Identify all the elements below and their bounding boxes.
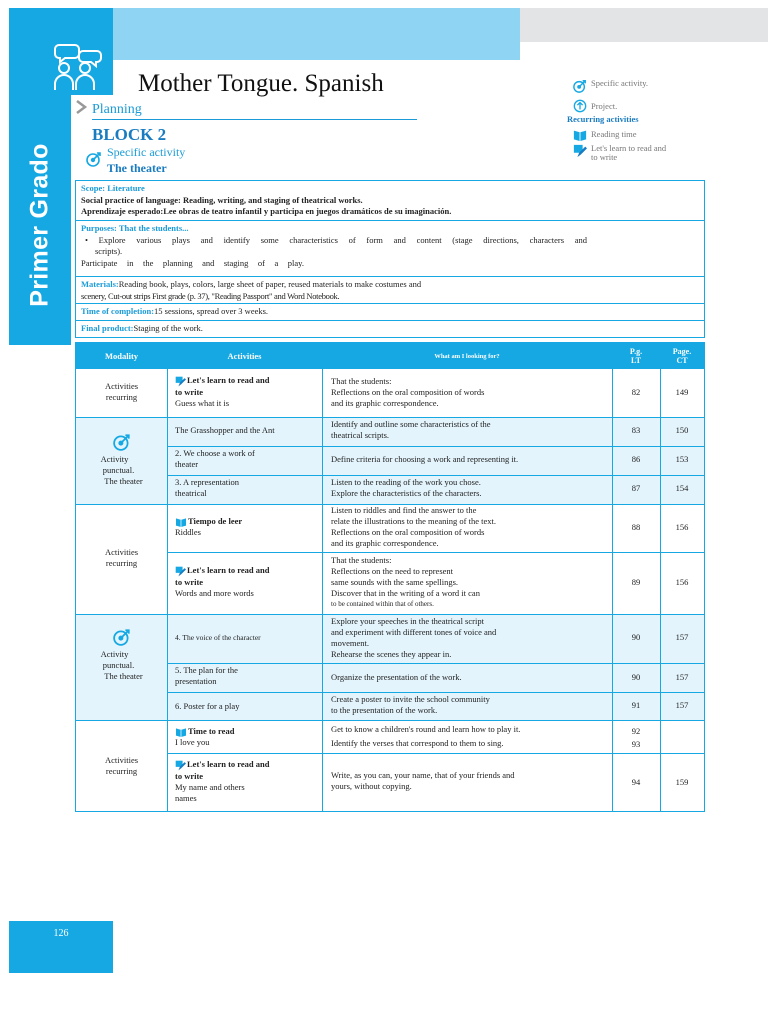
legend-recurring-title: Recurring activities: [567, 114, 639, 124]
activity-text: theatrical: [175, 488, 207, 498]
header-page-1: Page.: [672, 347, 692, 356]
row-divider: [76, 614, 704, 615]
pg-lt: 89: [631, 577, 641, 587]
activity-text: Words and more words: [175, 587, 254, 598]
page-ct: 159: [675, 777, 689, 787]
looking-for-cell: [331, 616, 496, 660]
activity-text: 2. We choose a work of: [175, 448, 255, 458]
planning-table: [75, 342, 705, 812]
row-divider: [76, 720, 704, 721]
activity-text: to write: [175, 576, 204, 587]
specific-activity-label: Specific activity: [107, 145, 186, 159]
looking-text: Explore the characteristics of the characters.: [331, 488, 482, 498]
time-label: Time of completion:: [81, 306, 155, 316]
pg-lt: 90: [631, 672, 641, 682]
looking-text: Create a poster to invite the school community: [331, 694, 490, 704]
page-ct: 157: [675, 632, 689, 642]
looking-text: to be contained within that of others.: [331, 600, 434, 608]
modality-punctual: [76, 433, 167, 487]
activity-text: Let's learn to read and: [187, 759, 270, 769]
looking-text: yours, without copying.: [331, 781, 412, 791]
activity-text: The Grasshopper and the Ant: [175, 425, 275, 435]
activity-text: to write: [175, 770, 204, 781]
materials-section: [76, 277, 704, 304]
looking-text: Rehearse the scenes they appear in.: [331, 649, 452, 659]
pencil-paper-icon: [175, 760, 186, 771]
looking-text: Listen to riddles and find the answer to the: [331, 505, 477, 515]
looking-for-cell: [331, 694, 490, 716]
looking-text: Identify and outline some characteristics of the: [331, 419, 491, 429]
table-row: [175, 759, 269, 804]
looking-text: Define criteria for choosing a work and representing it.: [331, 454, 519, 464]
social-practice: Social practice of language: Reading, writing, and staging of theatrical works.: [81, 194, 363, 205]
activity-text: 6. Poster for a play: [175, 701, 240, 711]
target-icon: [573, 79, 587, 93]
looking-text: That the students:: [331, 376, 392, 386]
header-pg-2: LT: [631, 356, 641, 365]
modality-text: punctual.: [102, 660, 135, 670]
row-divider: [167, 552, 704, 553]
pg-lt: 87: [631, 483, 641, 493]
modality-text: recurring: [105, 392, 138, 402]
activity-name: The theater: [107, 161, 167, 175]
looking-text: Organize the presentation of the work.: [331, 672, 462, 682]
page-ct: 157: [675, 672, 689, 682]
table-row: [175, 516, 242, 538]
looking-for-cell: [331, 505, 496, 549]
materials-line-1: Reading book, plays, colors, large sheet of paper, reused materials to make costumes and: [118, 279, 422, 289]
scope-section: [76, 181, 704, 221]
col-divider: [322, 369, 323, 811]
header-modality: Modality: [104, 350, 139, 361]
header-page-2: CT: [676, 356, 688, 365]
page-ct: 156: [675, 577, 689, 587]
materials-label: Materials:: [81, 279, 119, 289]
page-ct: 157: [675, 700, 689, 710]
page-number: 126: [53, 928, 69, 939]
modality-text: Activity: [100, 649, 129, 659]
purposes-label: Purposes: That the students...: [81, 223, 189, 233]
target-icon: [113, 433, 131, 451]
looking-text: Reflections on the oral composition of words: [331, 527, 485, 537]
activity-text: presentation: [175, 676, 217, 686]
purpose-1-line-1: Explore various plays and identify some characteristics of form and content (stage directions, characters and: [98, 234, 587, 245]
materials-line-2: scenery, Cut-out strips First grade (p. 37), "Reading Passport" and Word Notebook.: [81, 290, 340, 301]
looking-text: Reflections on the oral composition of words: [331, 387, 485, 397]
looking-text: Explore your speeches in the theatrical script: [331, 616, 484, 626]
legend-reading-time: Reading time: [591, 129, 637, 139]
activity-text: Let's learn to read and: [187, 375, 270, 385]
modality-text: The theater: [104, 671, 143, 681]
looking-for-cell: [331, 724, 520, 749]
time-section: [76, 304, 704, 321]
modality-text: Activities: [104, 547, 139, 557]
looking-for-cell: [331, 770, 515, 792]
open-book-icon: [175, 517, 187, 527]
activity-text: names: [175, 792, 197, 803]
activity-text: Time to read: [188, 726, 235, 736]
pg-lt: 91: [631, 700, 641, 710]
final-product-section: [76, 321, 704, 337]
pencil-paper-icon: [573, 144, 587, 158]
page-ct: 150: [675, 425, 689, 435]
looking-text: to the presentation of the work.: [331, 705, 438, 715]
looking-text: and its graphic correspondence.: [331, 538, 439, 548]
modality-text: The theater: [104, 476, 143, 486]
looking-for-cell: [331, 555, 480, 610]
looking-text: That the students:: [331, 555, 392, 565]
looking-for-cell: [331, 419, 491, 441]
legend-project: Project.: [591, 101, 618, 111]
looking-text: and its graphic correspondence.: [331, 398, 439, 408]
table-row: [175, 565, 269, 599]
pg-lt-value: 92: [631, 726, 641, 736]
row-divider: [76, 417, 704, 418]
col-divider: [660, 369, 661, 811]
page-ct: 149: [675, 387, 689, 397]
page-ct: 156: [675, 522, 689, 532]
activity-text: theater: [175, 459, 199, 469]
activity-text: Guess what it is: [175, 397, 230, 408]
table-row: [175, 375, 269, 409]
open-book-icon: [175, 727, 187, 737]
page-ct: 153: [675, 454, 689, 464]
pg-lt: [612, 725, 660, 751]
modality-recurring: [76, 381, 167, 403]
purposes-section: Purposes: That the students... • Explore various plays and identify some characteristics of form and content (stage directions, characters and scripts). Participate in the planning and staging of a play.: [76, 221, 704, 277]
page-number-box: [9, 921, 113, 973]
expected-learning: Aprendizaje esperado:Lee obras de teatro infantil y participa en juegos dramáticos de su imaginación.: [81, 206, 452, 216]
modality-text: punctual.: [102, 465, 135, 475]
page-title: Mother Tongue. Spanish: [138, 70, 384, 97]
pg-lt: 88: [631, 522, 641, 532]
legend-specific: Specific activity.: [591, 78, 649, 88]
table-row: [175, 448, 255, 470]
time-value: 15 sessions, spread over 3 weeks.: [154, 306, 269, 316]
modality-text: Activities: [104, 755, 139, 765]
pg-lt-value: 93: [631, 739, 641, 749]
activity-text: Let's learn to read and: [187, 565, 270, 575]
activity-text: 5. The plan for the: [175, 665, 238, 675]
row-divider: [167, 663, 704, 664]
looking-text: Listen to the reading of the work you chose.: [331, 477, 481, 487]
modality-punctual: [76, 628, 167, 682]
final-value: Staging of the work.: [133, 323, 203, 333]
open-book-icon: [573, 128, 587, 142]
looking-text: relate the illustrations to the meaning of the text.: [331, 516, 496, 526]
block-title: BLOCK 2: [92, 125, 167, 144]
table-row: [175, 477, 239, 499]
pg-lt: 83: [631, 425, 641, 435]
header-looking-for: What am I looking for?: [434, 352, 500, 360]
activity-text: to write: [175, 386, 204, 397]
header-pg-1: P.g.: [629, 347, 643, 356]
modality-text: Activity: [100, 454, 129, 464]
pg-lt: 82: [631, 387, 641, 397]
looking-text: Identify the verses that correspond to them to sing.: [331, 738, 504, 748]
looking-text: theatrical scripts.: [331, 430, 390, 440]
pg-lt: 94: [631, 777, 641, 787]
modality-recurring: [76, 755, 167, 777]
target-icon: [86, 151, 102, 167]
people-talking-icon: [51, 42, 105, 92]
pencil-paper-icon: [175, 566, 186, 577]
legend-learn-2: to write: [591, 152, 618, 162]
row-divider: [167, 753, 704, 754]
modality-text: recurring: [105, 558, 138, 568]
row-divider: [167, 692, 704, 693]
activity-text: 3. A representation: [175, 477, 239, 487]
looking-for-cell: [331, 376, 484, 409]
activity-text: My name and others: [175, 781, 245, 792]
activity-text: 4. The voice of the character: [175, 633, 261, 642]
looking-text: same sounds with the same spellings.: [331, 577, 459, 587]
looking-text: movement.: [331, 638, 370, 648]
divider: [92, 119, 417, 120]
modality-text: recurring: [105, 766, 138, 776]
modality-text: Activities: [104, 381, 139, 391]
chevron-right-icon: [74, 100, 88, 114]
looking-text: Reflections on the need to represent: [331, 566, 454, 576]
scope-label: Scope: Literature: [81, 183, 145, 193]
looking-text: Discover that in the writing of a word it can: [331, 588, 480, 598]
purpose-1-line-2: scripts).: [95, 246, 123, 256]
section-planning: Planning: [92, 102, 142, 117]
pg-lt: 86: [631, 454, 641, 464]
row-divider: [167, 446, 704, 447]
col-divider: [167, 369, 168, 811]
looking-for-cell: [331, 477, 482, 499]
table-row: [175, 665, 238, 687]
legend-learn-1: Let's learn to read and: [591, 143, 667, 153]
header-activities: Activities: [227, 350, 262, 361]
modality-recurring: [76, 547, 167, 569]
activity-text: I love you: [175, 737, 210, 748]
looking-text: Write, as you can, your name, that of your friends and: [331, 770, 515, 780]
activity-text: Tiempo de leer: [188, 516, 243, 526]
purpose-2: Participate in the planning and staging of a play.: [81, 257, 304, 268]
row-divider: [167, 475, 704, 476]
looking-text: and experiment with different tones of voice and: [331, 627, 497, 637]
header-band-grey: [520, 8, 768, 42]
activity-text: Riddles: [175, 527, 201, 538]
info-box: [75, 180, 705, 338]
side-label: Primer Grado: [25, 143, 54, 307]
target-icon: [113, 628, 131, 646]
final-label: Final product:: [81, 323, 134, 333]
pg-lt: 90: [631, 632, 641, 642]
page-ct: 154: [675, 483, 689, 493]
table-header: [76, 343, 704, 369]
pencil-paper-icon: [175, 376, 186, 387]
table-row: [175, 726, 234, 748]
looking-text: Get to know a children's round and learn how to play it.: [331, 724, 521, 734]
project-icon: [573, 99, 587, 113]
